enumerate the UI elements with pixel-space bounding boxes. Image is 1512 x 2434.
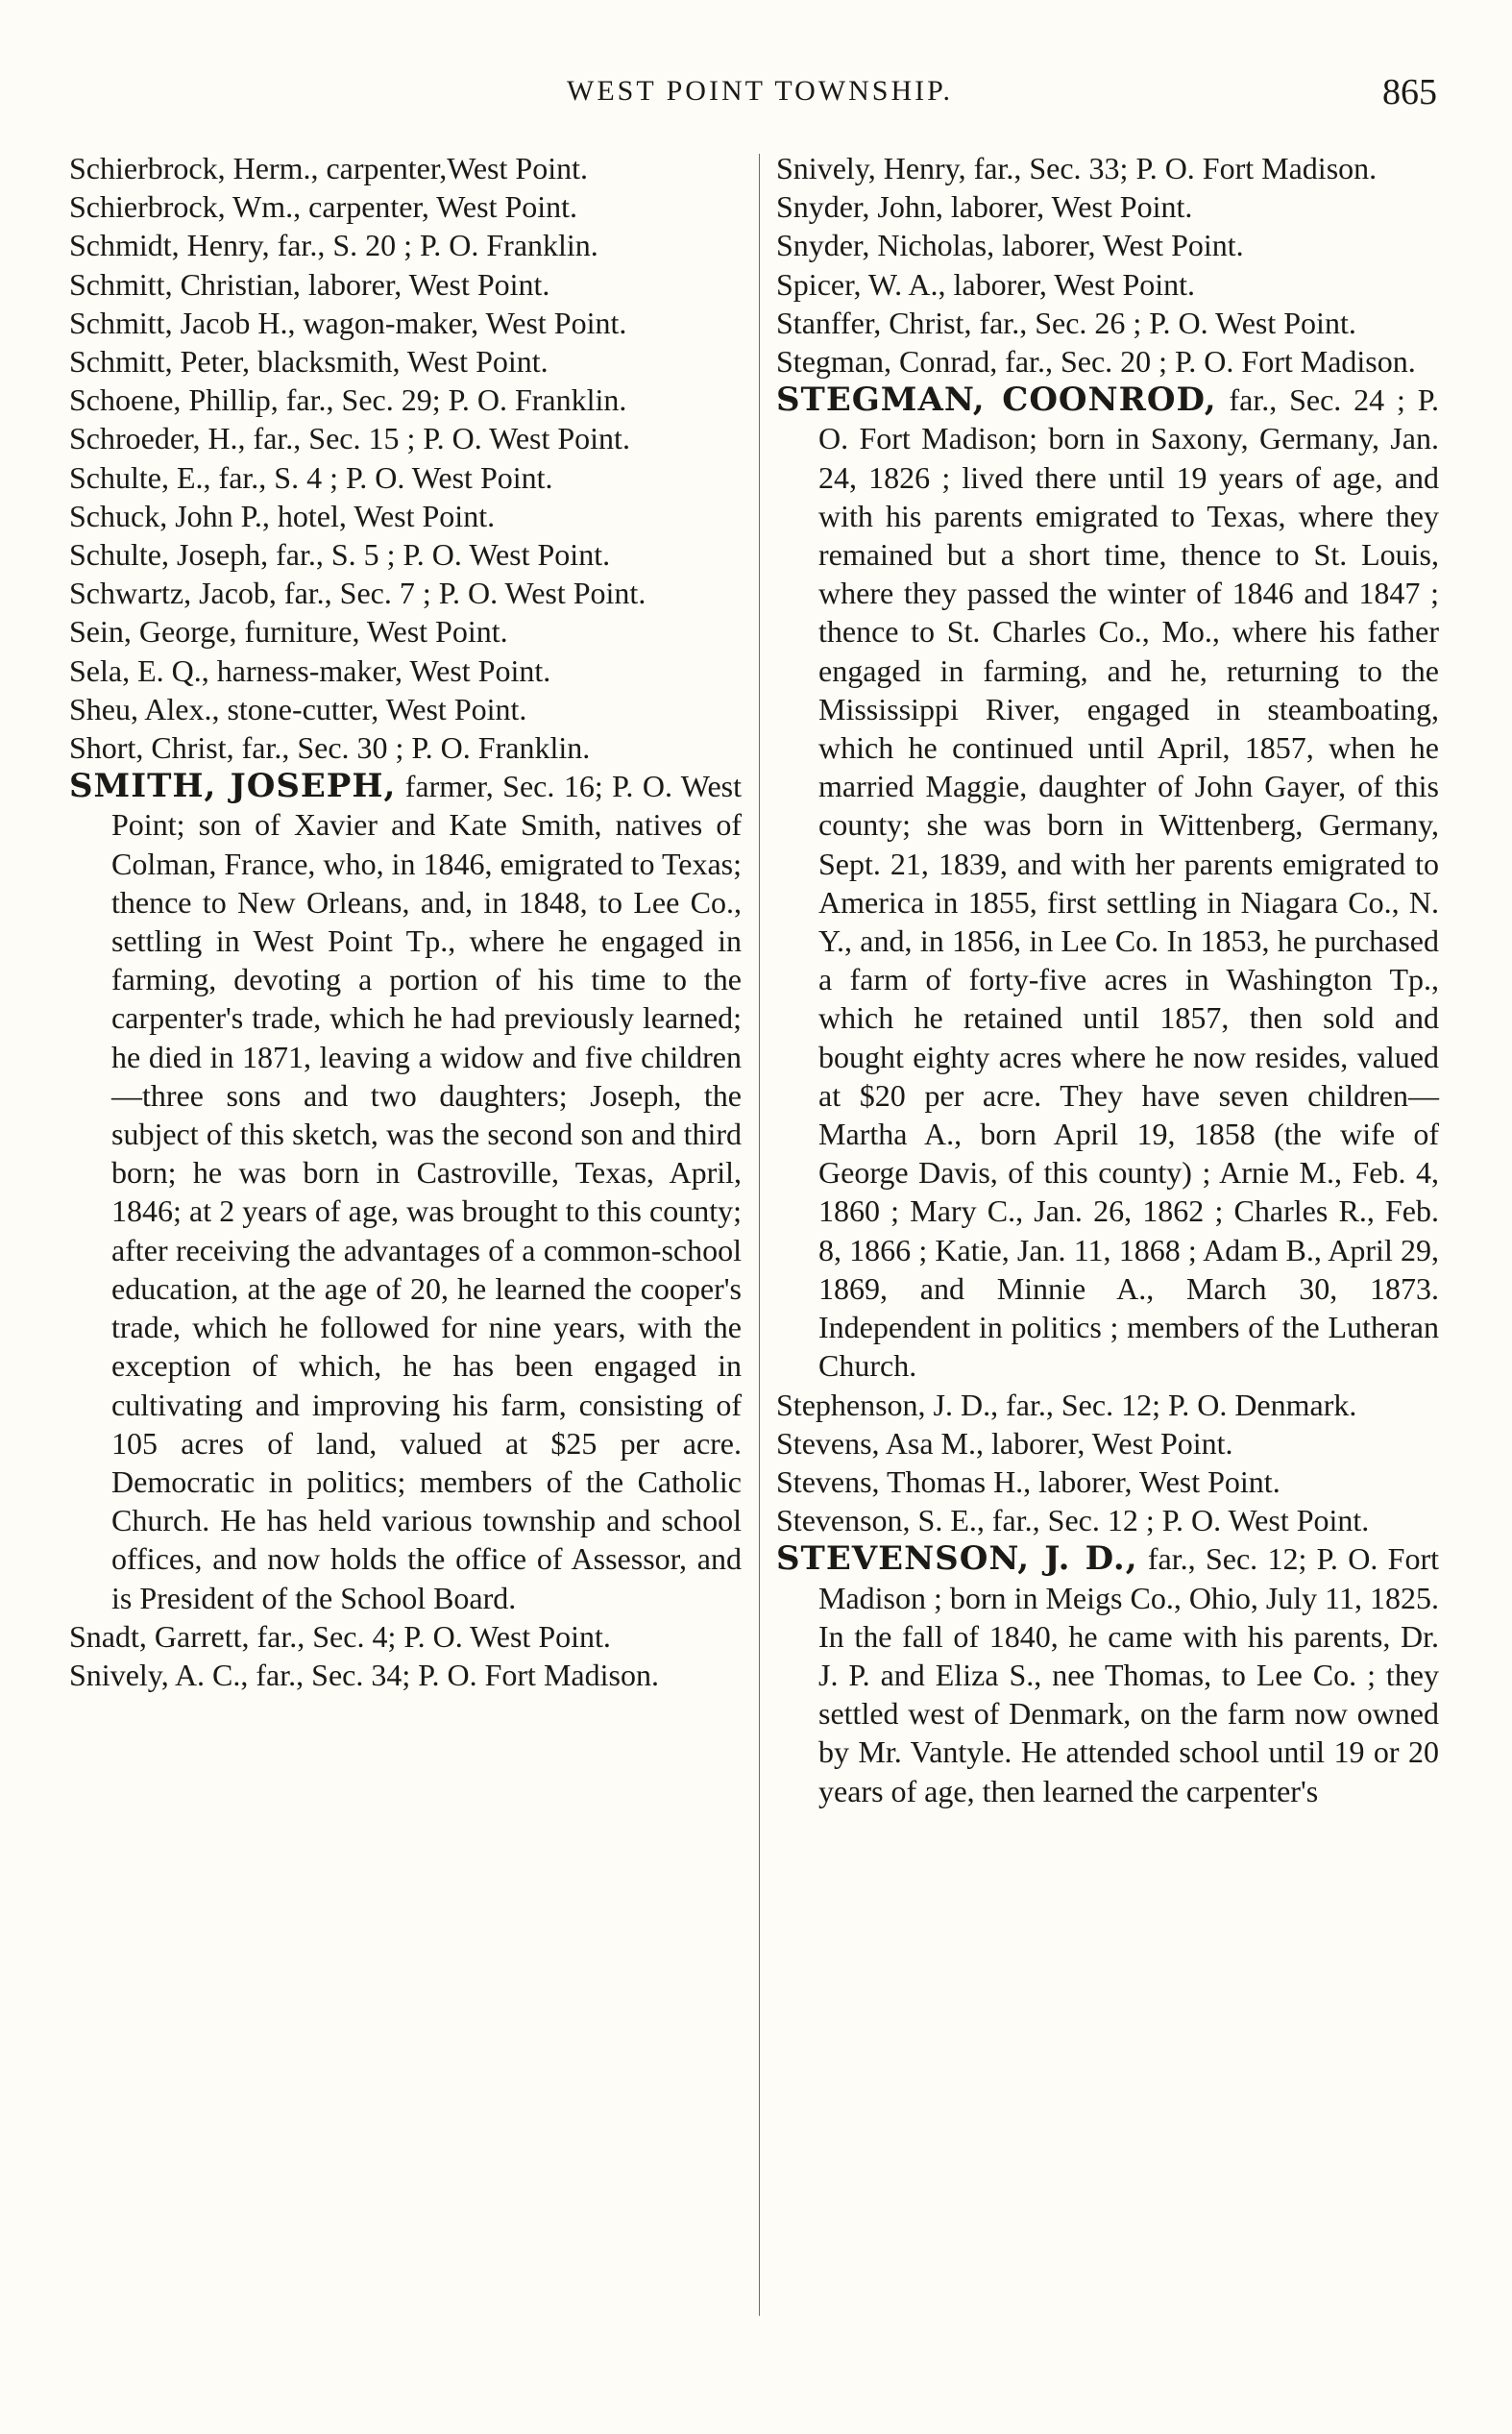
directory-entry [776,187,1439,226]
biography-entry [776,1539,1439,1809]
entry-text: Stephenson, J. D., far., Sec. 12; P. O. Denmark. [776,1387,1357,1422]
directory-entry [776,1386,1439,1424]
left-column [69,149,742,1694]
directory-entry [69,304,742,342]
entry-text: Stegman, Conrad, far., Sec. 20 ; P. O. Fort Madison. [776,344,1416,380]
biography-name: STEVENSON, J. D., [776,1539,1138,1579]
directory-entry [69,458,742,497]
entry-text: Schulte, E., far., S. 4 ; P. O. West Point. [69,459,553,495]
entry-text: Stevens, Thomas H., laborer, West Point. [776,1463,1280,1499]
running-head [567,72,1437,117]
entry-text: Spicer, W. A., laborer, West Point. [776,266,1196,302]
directory-entry [69,149,742,187]
directory-entry [69,419,742,457]
biography-name: SMITH, JOSEPH, [69,767,397,806]
entry-text: Stevenson, S. E., far., Sec. 12 ; P. O. West Point. [776,1503,1370,1538]
entry-text: Sela, E. Q., harness-maker, West Point. [69,652,551,688]
entry-text: Schmitt, Christian, laborer, West Point. [69,266,550,302]
directory-entry [69,497,742,535]
entry-text: Schmitt, Jacob H., wagon-maker, West Point. [69,305,627,340]
directory-entry [69,728,742,767]
directory-entry [776,342,1439,381]
directory-entry [69,342,742,381]
entry-text: Schwartz, Jacob, far., Sec. 7 ; P. O. West Point. [69,576,646,611]
entry-text: far., Sec. 12; P. O. Fort Madison ; born in Meigs Co., Ohio, July 11, 1825. In the fall of 1840, he came with his parents, Dr. J. P. and Eliza S., nee Thomas, to Lee Co. ; they settled west of Denmark, on the farm now owned by Mr. Vantyle. He attended school until 19 or 20 years of age, then learned the carpenter's [818,1541,1440,1808]
directory-entry [69,1617,742,1656]
entry-text: Snyder, Nicholas, laborer, West Point. [776,228,1244,263]
biography-entry [69,767,742,1616]
header-title: WEST POINT TOWNSHIP. [567,75,953,107]
entry-text: Schierbrock, Herm., carpenter,West Point. [69,151,588,185]
entry-text: Schuck, John P., hotel, West Point. [69,498,496,533]
directory-entry [69,652,742,690]
entry-text: Schierbrock, Wm., carpenter, West Point. [69,189,578,225]
entry-text: Schmitt, Peter, blacksmith, West Point. [69,344,549,380]
entry-text: Snively, Henry, far., Sec. 33; P. O. Fort Madison. [776,151,1378,185]
biography-entry [776,381,1439,1385]
entry-text: Snadt, Garrett, far., Sec. 4; P. O. West Point. [69,1618,611,1654]
entry-text: Sein, George, furniture, West Point. [69,614,508,650]
entry-text: far., Sec. 24 ; P. O. Fort Madison; born in Saxony, Germany, Jan. 24, 1826 ; lived there until 19 years of age, and with his parents emigrated to Texas, where they remained but a short time, thence to St. Louis, where they passed the winter of 1846 and 1847 ; thence to St. Charles Co., Mo., where his father engaged in farming, and he, returning to the Mississippi River, engaged in steamboating, which he continued until April, 1857, when he married Maggie, daughter of John Gayer, of this county; she was born in Wittenberg, Germany, Sept. 21, 1839, and with her parents emigrated to America in 1855, first settling in Niagara Co., N. Y., and, in 1856, in Lee Co. In 1853, he purchased a farm of forty-five acres in Washington Tp., which he retained until 1857, then sold and bought eighty acres where he now resides, valued at $20 per acre. They have seven children—Martha A., born April 19, 1858 (the wife of George Davis, of this county) ; Arnie M., Feb. 4, 1860 ; Mary C., Jan. 26, 1862 ; Charles R., Feb. 8, 1866 ; Katie, Jan. 11, 1868 ; Adam B., April 29, 1869, and Minnie A., March 30, 1873. Independent in politics ; members of the Lutheran Church. [818,382,1440,1384]
entry-text: Short, Christ, far., Sec. 30 ; P. O. Franklin. [69,730,591,766]
directory-entry [776,1463,1439,1501]
entry-text: Schroeder, H., far., Sec. 15 ; P. O. West Point. [69,421,630,456]
entry-text: Schoene, Phillip, far., Sec. 29; P. O. Franklin. [69,382,627,418]
directory-entry [69,1656,742,1694]
directory-entry [69,574,742,612]
directory-entry [776,265,1439,304]
entry-text: Snyder, John, laborer, West Point. [776,189,1193,225]
entry-text: farmer, Sec. 16; P. O. West Point; son of Xavier and Kate Smith, natives of Colman, France, who, in 1846, emigrated to Texas; thence to New Orleans, and, in 1848, to Lee Co., settling in West Point Tp., where he engaged in farming, devoting a portion of his time to the carpenter's trade, which he had previously learned; he died in 1871, leaving a widow and five children—three sons and two daughters; Joseph, the subject of this sketch, was the second son and third born; he was born in Castroville, Texas, April, 1846; at 2 years of age, was brought to this county; after receiving the advantages of a common-school education, at the age of 20, he learned the cooper's trade, which he followed for nine years, with the exception of which, he has been engaged in cultivating and improving his farm, consisting of 105 acres of land, valued at $25 per acre. Democratic in politics; members of the Catholic Church. He has held various township and school offices, and now holds the office of Assessor, and is President of the School Board. [111,769,742,1615]
directory-entry [776,149,1439,187]
directory-entry [69,690,742,728]
directory-entry [69,226,742,264]
directory-entry [69,265,742,304]
entry-text: Stevens, Asa M., laborer, West Point. [776,1425,1233,1461]
entry-text: Stanffer, Christ, far., Sec. 26 ; P. O. West Point. [776,305,1356,340]
entry-text: Sheu, Alex., stone-cutter, West Point. [69,691,527,726]
entry-text: Schmidt, Henry, far., S. 20 ; P. O. Franklin. [69,228,598,263]
directory-entry [776,1424,1439,1463]
directory-entry [69,612,742,651]
directory-entry [69,535,742,574]
page-number: 865 [1382,72,1437,112]
directory-entry [776,1501,1439,1539]
entry-text: Schulte, Joseph, far., S. 5 ; P. O. West Point. [69,537,611,573]
directory-entry [69,381,742,419]
right-column [776,149,1439,1810]
directory-entry [776,304,1439,342]
column-divider [759,154,760,2316]
biography-name: STEGMAN, COONROD, [776,381,1217,420]
directory-entry [776,226,1439,264]
entry-text: Snively, A. C., far., Sec. 34; P. O. Fort Madison. [69,1657,659,1692]
directory-entry [69,187,742,226]
